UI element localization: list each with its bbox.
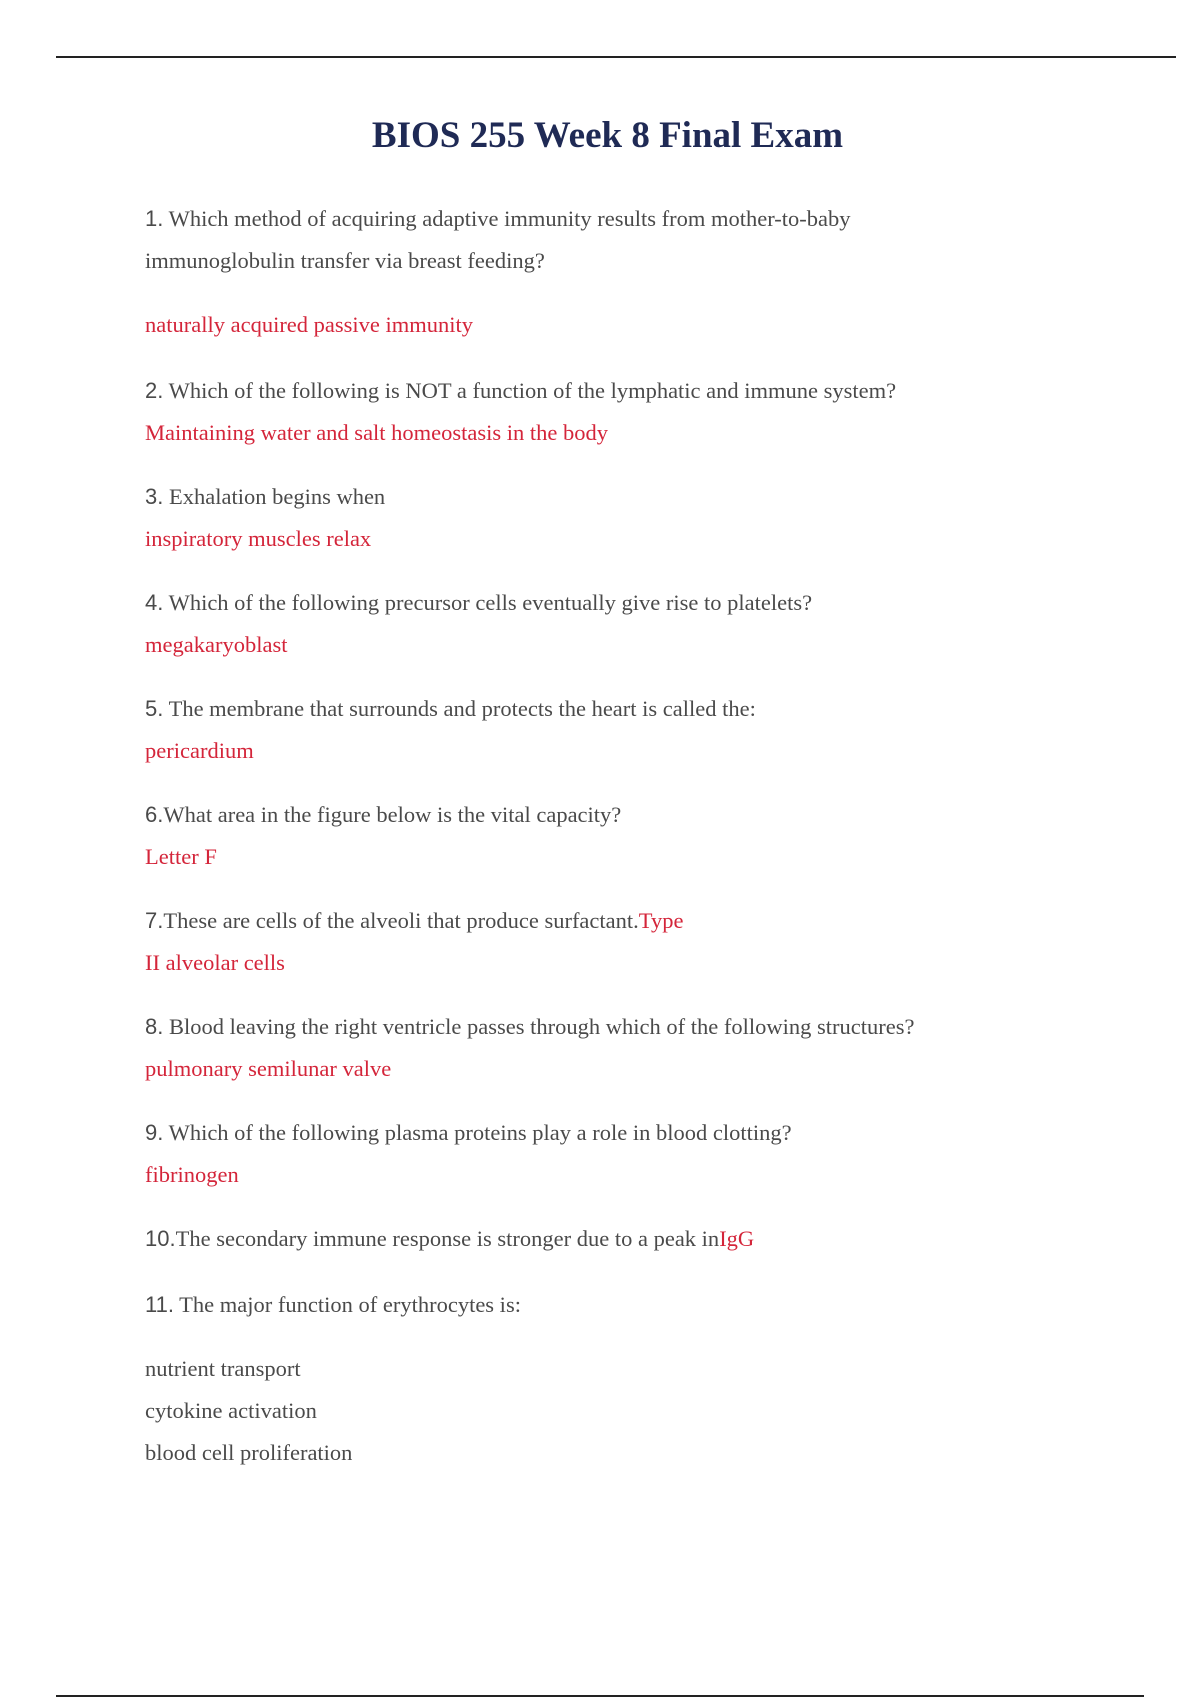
question-3	[145, 476, 1155, 560]
question-10	[145, 1218, 1155, 1260]
question-text: Which of the following precursor cells eventually give rise to platelets?	[163, 590, 813, 615]
question-text: The membrane that surrounds and protects the heart is called the:	[163, 696, 756, 721]
option-1: nutrient transport	[145, 1356, 301, 1381]
answer-9: fibrinogen	[145, 1162, 239, 1187]
question-3-text	[145, 476, 1155, 518]
question-2	[145, 370, 1155, 454]
question-5-text	[145, 688, 1155, 730]
question-1-text	[145, 198, 1155, 240]
question-number: 1.	[145, 206, 164, 231]
answer-6: Letter F	[145, 844, 217, 869]
question-text: What area in the figure below is the vital capacity?	[163, 802, 622, 827]
question-text: The major function of erythrocytes is:	[173, 1292, 521, 1317]
answer-5: pericardium	[145, 738, 254, 763]
top-rule	[56, 56, 1176, 58]
answer-3: inspiratory muscles relax	[145, 526, 372, 551]
question-number: 6.	[145, 802, 164, 827]
question-6	[145, 794, 1155, 878]
question-number: 7.	[145, 908, 164, 933]
question-number: 11.	[145, 1292, 174, 1317]
question-number: 2.	[145, 378, 164, 403]
question-1	[145, 198, 1155, 346]
question-11-text	[145, 1284, 1155, 1326]
answer-7-part1: Type	[638, 908, 684, 933]
question-text: Which of the following is NOT a function of the lymphatic and immune system?	[163, 378, 897, 403]
exam-content	[145, 198, 1155, 1474]
question-5	[145, 688, 1155, 772]
question-2-text	[145, 370, 1155, 412]
question-number: 10.	[145, 1226, 176, 1251]
question-8	[145, 1006, 1155, 1090]
answer-1: naturally acquired passive immunity	[145, 312, 474, 337]
question-9-text	[145, 1112, 1155, 1154]
option-2: cytokine activation	[145, 1398, 317, 1423]
answer-2: Maintaining water and salt homeostasis in the body	[145, 420, 609, 445]
question-1-text-cont: immunoglobulin transfer via breast feeding?	[145, 248, 545, 273]
question-11	[145, 1284, 1155, 1474]
page-title: BIOS 255 Week 8 Final Exam	[371, 115, 844, 156]
question-text: The secondary immune response is stronger due to a peak in	[175, 1226, 720, 1251]
question-7-text	[145, 900, 1155, 942]
answer-10: IgG	[719, 1226, 755, 1251]
question-text: Which method of acquiring adaptive immunity results from mother-to-baby	[163, 206, 851, 231]
question-text: These are cells of the alveoli that produce surfactant.	[163, 908, 639, 933]
question-number: 3.	[145, 484, 164, 509]
question-6-text	[145, 794, 1155, 836]
question-number: 8.	[145, 1014, 164, 1039]
question-text: Blood leaving the right ventricle passes through which of the following structures?	[163, 1014, 915, 1039]
question-7	[145, 900, 1155, 984]
question-number: 5.	[145, 696, 164, 721]
answer-4: megakaryoblast	[145, 632, 288, 657]
question-number: 4.	[145, 590, 164, 615]
question-9	[145, 1112, 1155, 1196]
question-8-text	[145, 1006, 1155, 1048]
question-10-text	[145, 1218, 1155, 1260]
question-number: 9.	[145, 1120, 164, 1145]
option-3: blood cell proliferation	[145, 1440, 353, 1465]
question-text: Which of the following plasma proteins play a role in blood clotting?	[163, 1120, 792, 1145]
answer-7-part2: II alveolar cells	[145, 950, 285, 975]
bottom-rule	[56, 1695, 1144, 1697]
answer-8: pulmonary semilunar valve	[145, 1056, 392, 1081]
question-4-text	[145, 582, 1155, 624]
question-4	[145, 582, 1155, 666]
question-text: Exhalation begins when	[163, 484, 386, 509]
